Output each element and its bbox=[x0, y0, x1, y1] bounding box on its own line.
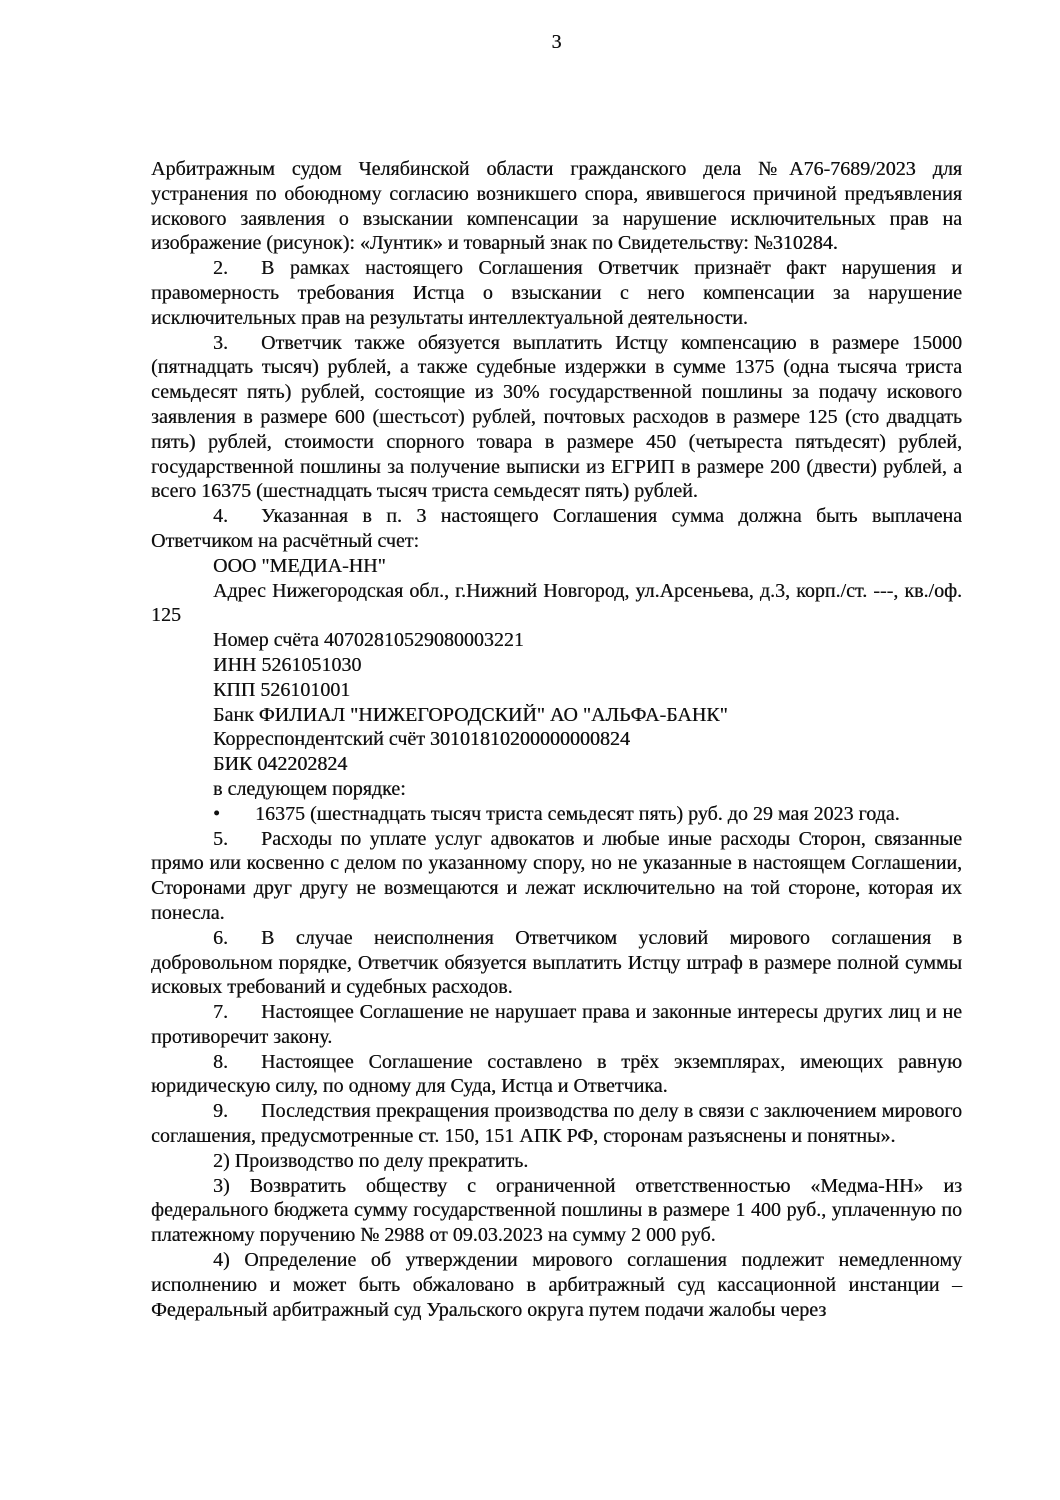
detail-line bbox=[151, 727, 962, 752]
paragraph-text: Настоящее Соглашение составлено в трёх экземплярах, имеющих равную юридическую силу, по одному для Суда, Истца и Ответчика. bbox=[151, 1050, 962, 1098]
paragraph bbox=[151, 1174, 962, 1248]
item-number: 8. bbox=[213, 1050, 228, 1073]
paragraph-text: БИК 042202824 bbox=[213, 753, 348, 776]
paragraph-text: Адрес Нижегородская обл., г.Нижний Новгород, ул.Арсеньева, д.3, корп./ст. ---, кв./оф. 125 bbox=[151, 579, 962, 627]
paragraph-text: 16375 (шестнадцать тысяч триста семьдесят пять) руб. до 29 мая 2023 года. bbox=[255, 802, 900, 825]
numbered-paragraph bbox=[151, 1000, 962, 1050]
detail-line bbox=[151, 554, 962, 579]
item-number: 5. bbox=[213, 827, 228, 850]
item-number: 3. bbox=[213, 331, 228, 354]
paragraph-text: Расходы по уплате услуг адвокатов и любые иные расходы Сторон, связанные прямо или косвенно с делом по указанному спору, но не указанные в настоящем Соглашении, Сторонами друг другу не возмещаются и лежат исключительно на той стороне, которая их понесла. bbox=[151, 827, 962, 924]
paragraph-text: Банк ФИЛИАЛ "НИЖЕГОРОДСКИЙ" АО "АЛЬФА-БАНК" bbox=[213, 703, 728, 726]
paragraph-text: 3) Возвратить обществу с ограниченной ответственностью «Медма-НН» из федерального бюджета сумму государственной пошлины в размере 1 400 руб., уплаченную по платежному поручению № 2988 от 09.03.2023 на сумму 2 000 руб. bbox=[151, 1174, 962, 1247]
paragraph-text: Ответчик также обязуется выплатить Истцу компенсацию в размере 15000 (пятнадцать тысяч) рублей, а также судебные издержки в сумме 1375 (одна тысяча триста семьдесят пять) рублей, состоящие из 30% государственной пошлины за подачу искового заявления в размере 600 (шестьсот) рублей, почтовых расходов в размере 125 (сто двадцать пять) рублей, стоимости спорного товара в размере 450 (четыреста пятьдесят) рублей, государственной пошлины за получение выписки из ЕГРИП в размере 200 (двести) рублей, а всего 16375 (шестнадцать тысяч триста семьдесят пять) рублей. bbox=[151, 331, 962, 503]
item-number: 7. bbox=[213, 1001, 228, 1024]
paragraph-text: ООО "МЕДИА-НН" bbox=[213, 554, 386, 577]
paragraph-text: Корреспондентский счёт 30101810200000000824 bbox=[213, 728, 630, 751]
paragraph bbox=[151, 1149, 962, 1174]
numbered-paragraph bbox=[151, 926, 962, 1000]
detail-line bbox=[151, 703, 962, 728]
paragraph bbox=[151, 579, 962, 629]
document-body bbox=[151, 157, 962, 1322]
bullet-marker: • bbox=[213, 802, 221, 825]
detail-line bbox=[151, 653, 962, 678]
paragraph-text: КПП 526101001 bbox=[213, 678, 351, 701]
numbered-paragraph bbox=[151, 827, 962, 926]
paragraph-text: Номер счёта 40702810529080003221 bbox=[213, 629, 524, 652]
detail-line bbox=[151, 752, 962, 777]
paragraph-text: ИНН 5261051030 bbox=[213, 653, 362, 676]
paragraph-text: В случае неисполнения Ответчиком условий мирового соглашения в добровольном порядке, Ответчик обязуется выплатить Истцу штраф в размере полной суммы исковых требований и судебных расходов. bbox=[151, 926, 962, 999]
paragraph-text: Последствия прекращения производства по делу в связи с заключением мирового соглашения, предусмотренные ст. 150, 151 АПК РФ, сторонам разъяснены и понятны». bbox=[151, 1100, 962, 1148]
numbered-paragraph bbox=[151, 256, 962, 330]
detail-line bbox=[151, 678, 962, 703]
bullet-item bbox=[151, 802, 962, 827]
paragraph-text: 4) Определение об утверждении мирового соглашения подлежит немедленному исполнению и может быть обжаловано в арбитражный суд кассационной инстанции – Федеральный арбитражный суд Уральского округа путем подачи жалобы через bbox=[151, 1249, 962, 1321]
paragraph-text: 2) Производство по делу прекратить. bbox=[213, 1149, 529, 1172]
paragraph bbox=[151, 157, 962, 256]
item-number: 2. bbox=[213, 257, 228, 280]
numbered-paragraph bbox=[151, 1099, 962, 1149]
paragraph-text: Указанная в п. 3 настоящего Соглашения сумма должна быть выплачена Ответчиком на расчётный счет: bbox=[151, 505, 962, 552]
item-number: 9. bbox=[213, 1100, 228, 1123]
item-number: 6. bbox=[213, 926, 228, 949]
numbered-paragraph bbox=[151, 1050, 962, 1100]
item-number: 4. bbox=[213, 505, 228, 528]
detail-line bbox=[151, 777, 962, 802]
paragraph-text: в следующем порядке: bbox=[213, 777, 406, 800]
numbered-paragraph bbox=[151, 331, 962, 505]
numbered-paragraph bbox=[151, 504, 962, 554]
paragraph-text: В рамках настоящего Соглашения Ответчик признаёт факт нарушения и правомерность требования Истца о взыскании с него компенсации за нарушение исключительных прав на результаты интеллектуальной деятельности. bbox=[151, 257, 962, 329]
paragraph-text: Арбитражным судом Челябинской области гражданского дела №А76-7689/2023 для устранения по обоюдному согласию возникшего спора, явившегося причиной предъявления искового заявления о взыскании компенсации за нарушение исключительных прав на изображение (рисунок): «Лунтик» и товарный знак по Свидетельству: №310284. bbox=[151, 158, 962, 255]
paragraph bbox=[151, 1248, 962, 1322]
page-number: 3 bbox=[551, 31, 562, 53]
detail-line bbox=[151, 628, 962, 653]
paragraph-text: Настоящее Соглашение не нарушает права и законные интересы других лиц и не противоречит закону. bbox=[151, 1001, 962, 1048]
